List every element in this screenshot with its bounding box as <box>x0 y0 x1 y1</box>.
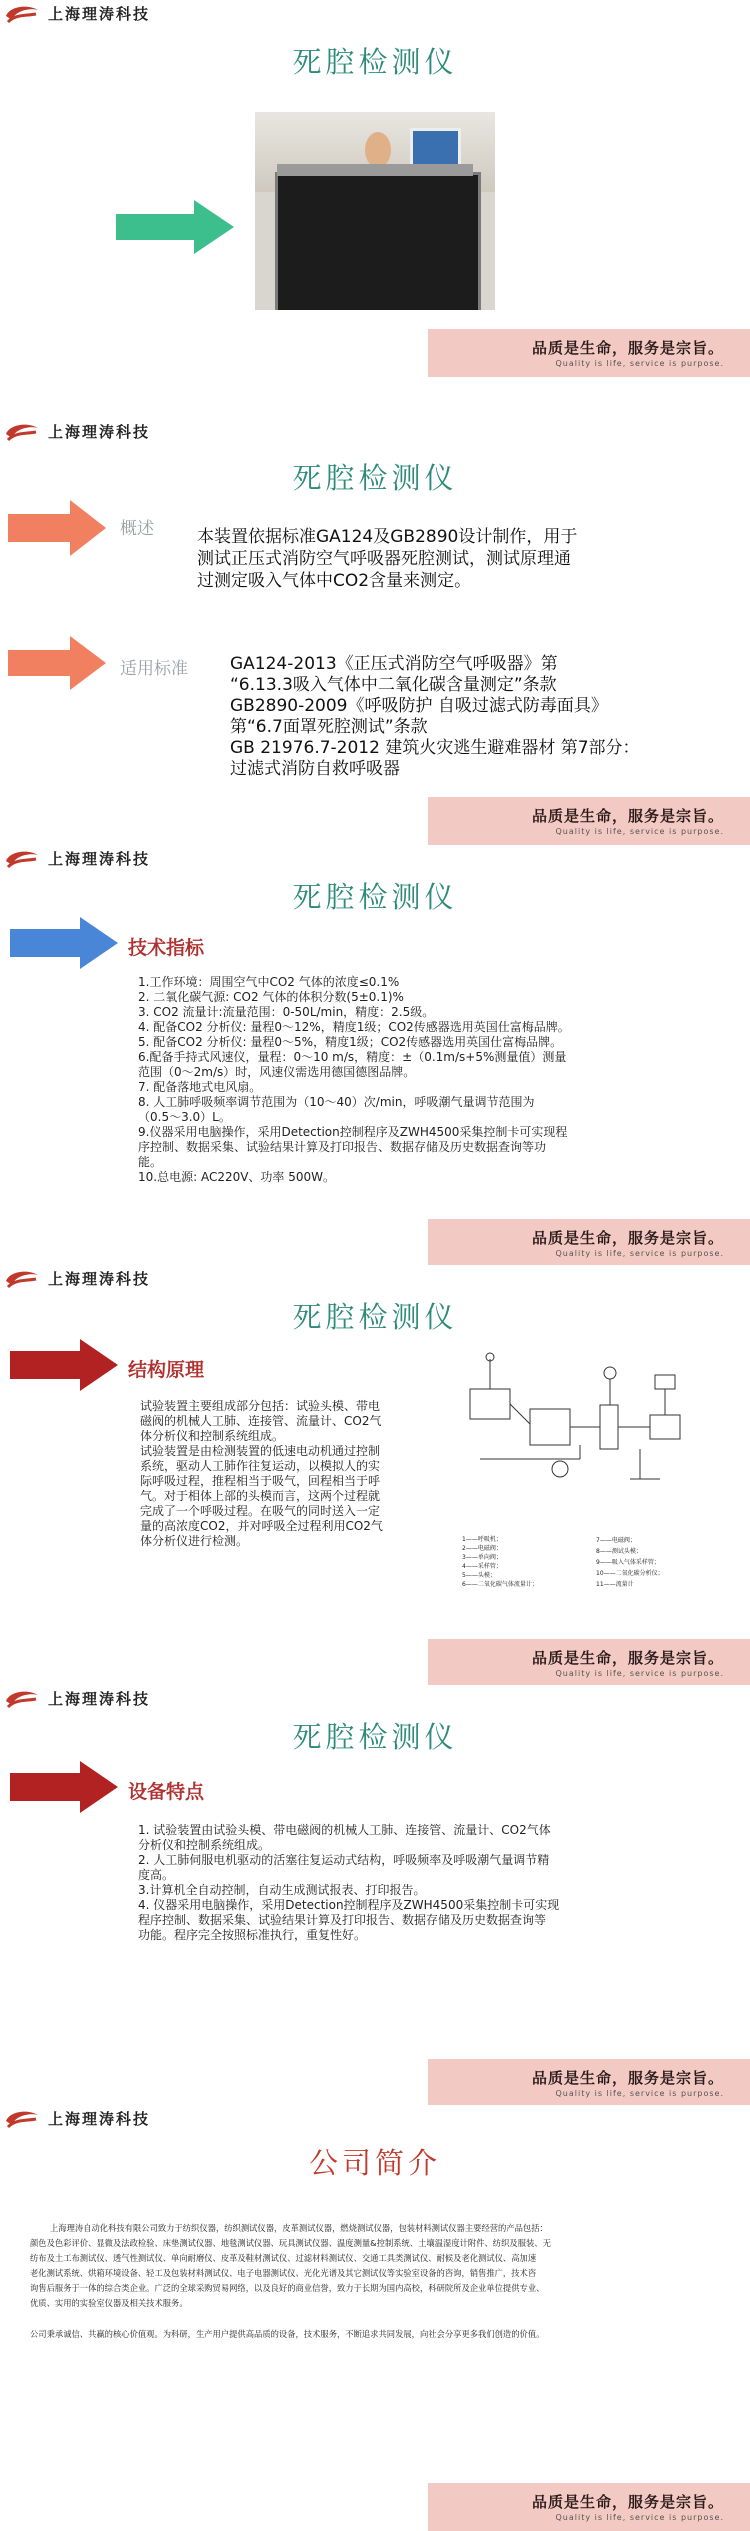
specs-list <box>138 975 658 1185</box>
standards-line: 第“6.7面罩死腔测试”条款 <box>230 717 428 737</box>
intro-line: 颜色及色彩评价、显微及法政检验、床垫测试仪器、地毯测试仪器、玩具测试仪器、温度测量&控制系统、土壤温湿度计附件、纺织及服装、无 <box>30 2238 551 2248</box>
feature-item: 4. 仪器采用电脑操作，采用Detection控制程序及ZWH4500采集控制卡可实现 <box>138 1898 560 1912</box>
logo-text: 上海理涛科技 <box>48 2110 151 2128</box>
legend-item: 2——电磁阀； <box>462 1545 502 1552</box>
slide-4 <box>0 1265 750 1687</box>
standards-line: GA124-2013《正压式消防空气呼吸器》第 <box>230 654 558 674</box>
intro-line: 优质、实用的实验室仪器及相关技术服务。 <box>30 2298 188 2308</box>
brand-logo <box>2 2105 177 2132</box>
structure-line: 磁阀的机械人工肺、连接管、流量计、CO2气 <box>140 1414 382 1428</box>
legend-item: 6——二氧化碳气体流量计； <box>462 1581 538 1588</box>
structure-line: 试验装置主要组成部分包括：试验头模、带电 <box>140 1399 381 1413</box>
structure-line: 完成了一个呼吸过程。在吸气的同时送入一定 <box>140 1504 381 1518</box>
standards-line: “6.13.3吸入气体中二氧化碳含量测定”条款 <box>230 675 557 695</box>
legend-item: 7——电磁阀； <box>596 1537 636 1544</box>
brand-logo <box>2 1265 177 1292</box>
logo-text: 上海理涛科技 <box>48 423 151 441</box>
logo-mark-icon <box>2 847 42 871</box>
logo-mark-icon <box>2 1687 42 1711</box>
footer-slogan-cn: 品质是生命，服务是宗旨。 <box>531 2493 724 2511</box>
structure-line: 量的高浓度CO2，并对呼吸全过程利用CO2气 <box>140 1519 383 1533</box>
footer-slogan-en: Quality is life, service is purpose. <box>555 359 724 368</box>
slide-title: 公司简介 <box>308 2146 441 2180</box>
slide-3 <box>0 845 750 1267</box>
logo-mark-icon <box>2 2 42 26</box>
logo-text: 上海理涛科技 <box>48 5 151 23</box>
footer-slogan-cn: 品质是生命，服务是宗旨。 <box>531 807 724 825</box>
slide-title: 死腔检测仪 <box>292 461 458 495</box>
feature-item: 分析仪和控制系统组成。 <box>138 1838 271 1852</box>
feature-item: 程序控制、数据采集、试验结果计算及打印报告、数据存储及历史数据查询等 <box>138 1913 547 1927</box>
spec-item: 8. 人工肺呼吸频率调节范围为（10～40）次/min，呼吸潮气量调节范围为 <box>138 1095 535 1109</box>
footer-banner <box>428 1639 750 1687</box>
overview-line: 过测定吸入气体中CO2含量来测定。 <box>197 571 472 591</box>
company-values: 公司秉承诚信、共赢的核心价值观。为科研，生产用户提供高品质的设备，技术服务，不断追求共同发展，向社会分享更多我们创造的价值。 <box>30 2329 545 2339</box>
logo-mark-icon <box>2 1267 42 1291</box>
slide-2 <box>0 418 750 845</box>
footer-slogan-en: Quality is life, service is purpose. <box>555 2513 724 2522</box>
spec-item: （0.5～3.0）L。 <box>138 1110 231 1124</box>
overview-line: 测试正压式消防空气呼吸器死腔测试，测试原理通 <box>197 549 571 569</box>
logo-text: 上海理涛科技 <box>48 1690 151 1708</box>
feature-item: 1. 试验装置由试验头模、带电磁阀的机械人工肺、连接管、流量计、CO2气体 <box>138 1823 551 1837</box>
features-list <box>138 1823 678 1943</box>
footer-slogan-en: Quality is life, service is purpose. <box>555 1249 724 1258</box>
spec-item: 7. 配备落地式电风扇。 <box>138 1080 262 1094</box>
standards-text <box>230 654 690 780</box>
footer-slogan-en: Quality is life, service is purpose. <box>555 2089 724 2098</box>
legend-item: 8——测试头模； <box>596 1548 642 1555</box>
intro-line: 上海理涛自动化科技有限公司致力于纺织仪器，纺织测试仪器，皮革测试仪器，燃烧测试仪器，包装材料测试仪器主要经营的产品包括： <box>50 2223 548 2233</box>
standards-line: 过滤式消防自救呼吸器 <box>230 759 400 779</box>
spec-item: 9.仪器采用电脑操作，采用Detection控制程序及ZWH4500采集控制卡可实现程 <box>138 1125 568 1139</box>
feature-item: 度高。 <box>138 1868 175 1882</box>
diagram-legend-right <box>596 1535 696 1590</box>
logo-mark-icon <box>2 2107 42 2131</box>
structure-text <box>140 1399 440 1549</box>
legend-item: 11——流量计 <box>596 1581 634 1588</box>
structure-line: 试验装置是由检测装置的低速电动机通过控制 <box>140 1444 381 1458</box>
brand-logo <box>2 418 177 445</box>
legend-item: 4——采样管； <box>462 1563 502 1570</box>
head-model <box>365 132 391 168</box>
slide-5 <box>0 1685 750 2107</box>
structure-line: 体分析仪和控制系统组成。 <box>140 1429 285 1443</box>
footer-slogan-cn: 品质是生命，服务是宗旨。 <box>531 1649 724 1667</box>
footer-slogan-cn: 品质是生命，服务是宗旨。 <box>531 1229 724 1247</box>
spec-item: 10.总电源: AC220V、功率 500W。 <box>138 1170 336 1184</box>
structure-diagram <box>460 1349 690 1489</box>
legend-item: 1——呼吸机； <box>462 1536 502 1543</box>
standards-line: GB2890-2009《呼吸防护 自吸过滤式防毒面具》 <box>230 696 608 716</box>
spec-item: 5. 配备CO2 分析仪: 量程0～5%，精度1级；CO2传感器选用英国仕富梅品牌。 <box>138 1035 563 1049</box>
features-label: 设备特点 <box>128 1781 205 1803</box>
spec-item: 序控制、数据采集、试验结果计算及打印报告、数据存储及历史数据查询等功 <box>138 1140 547 1154</box>
footer-banner <box>428 797 750 845</box>
standards-line: GB 21976.7-2012 建筑火灾逃生避难器材 第7部分： <box>230 738 640 758</box>
feature-item: 2. 人工肺伺服电机驱动的活塞往复运动式结构，呼吸频率及呼吸潮气量调节精 <box>138 1853 550 1867</box>
slide-title: 死腔检测仪 <box>292 1720 458 1754</box>
structure-line: 系统，驱动人工肺作往复运动，以模拟人的实 <box>140 1459 381 1473</box>
feature-item: 3.计算机全自动控制，自动生成测试报表、打印报告。 <box>138 1883 426 1897</box>
arrow-right-icon <box>116 200 234 254</box>
footer-banner <box>428 329 750 377</box>
arrow-right-icon <box>10 1761 118 1813</box>
device-cabinet <box>275 172 481 310</box>
slide-6 <box>0 2105 750 2531</box>
arrow-right-icon <box>8 500 106 556</box>
legend-item: 3——单向阀； <box>462 1554 502 1561</box>
overview-label: 概述 <box>120 519 154 539</box>
company-intro <box>30 2221 730 2311</box>
brand-logo <box>2 1685 177 1712</box>
footer-slogan-cn: 品质是生命，服务是宗旨。 <box>531 2069 724 2087</box>
intro-line: 询售后服务于一体的综合类企业。广泛的全球采购贸易网络，以及良好的商业信誉，致力于长期为国内高校，科研院所及企业单位提供专业、 <box>30 2283 545 2293</box>
spec-item: 能。 <box>138 1155 163 1169</box>
footer-slogan-cn: 品质是生命，服务是宗旨。 <box>531 339 724 357</box>
structure-line: 际呼吸过程，推程相当于吸气，回程相当于呼 <box>140 1474 381 1488</box>
intro-line: 老化测试系统、烘箱环境设备、轻工及包装材料测试仪、电子电器测试仪、光化光谱及其它测试仪等实验室设备的咨询，销售推广，技术咨 <box>30 2268 537 2278</box>
spec-item: 6.配备手持式风速仪，量程：0～10 m/s，精度：±（0.1m/s+5%测量值）测量 <box>138 1050 567 1064</box>
spec-item: 1.工作环境：周围空气中CO2 气体的浓度≤0.1% <box>138 975 400 989</box>
overview-line: 本装置依据标准GA124及GB2890设计制作，用于 <box>197 527 578 547</box>
intro-line: 纺布及土工布测试仪、透气性测试仪、单向耐磨仪、皮革及鞋材测试仪、过滤材料测试仪、交通工具类测试仪、耐候及老化测试仪、高加速 <box>30 2253 537 2263</box>
spec-item: 2. 二氧化碳气源: CO2 气体的体积分数(5±0.1)% <box>138 990 404 1004</box>
specs-label: 技术指标 <box>128 937 205 959</box>
structure-label: 结构原理 <box>128 1359 205 1381</box>
footer-banner <box>428 2059 750 2107</box>
logo-mark-icon <box>2 420 42 444</box>
spec-item: 范围（0～2m/s）时，风速仪需选用德国德图品牌。 <box>138 1065 416 1079</box>
legend-item: 10——二氧化碳分析仪； <box>596 1570 664 1577</box>
footer-slogan-en: Quality is life, service is purpose. <box>555 1669 724 1678</box>
footer-banner <box>428 2483 750 2531</box>
slide-1 <box>0 0 750 377</box>
structure-line: 气。对于相体上部的头模而言，这两个过程就 <box>140 1489 381 1503</box>
legend-item: 9——吸入气体采样管； <box>596 1559 660 1566</box>
overview-text <box>197 526 667 592</box>
arrow-right-icon <box>10 917 118 969</box>
footer-slogan-en: Quality is life, service is purpose. <box>555 827 724 836</box>
brand-logo <box>2 845 177 872</box>
arrow-right-icon <box>8 636 106 690</box>
structure-line: 体分析仪进行检测。 <box>140 1534 249 1548</box>
logo-text: 上海理涛科技 <box>48 1270 151 1288</box>
spec-item: 4. 配备CO2 分析仪: 量程0～12%，精度1级；CO2传感器选用英国仕富梅品牌。 <box>138 1020 570 1034</box>
arrow-right-icon <box>10 1339 118 1391</box>
logo-text: 上海理涛科技 <box>48 850 151 868</box>
footer-banner <box>428 1219 750 1267</box>
slide-title: 死腔检测仪 <box>292 1300 458 1334</box>
diagram-legend-left <box>462 1535 572 1589</box>
slide-title: 死腔检测仪 <box>292 880 458 914</box>
legend-item: 5——头模； <box>462 1572 496 1579</box>
spec-item: 3. CO2 流量计:流量范围：0-50L/min，精度：2.5级。 <box>138 1005 435 1019</box>
slide-title: 死腔检测仪 <box>292 45 458 79</box>
device-photo <box>255 112 495 310</box>
feature-item: 功能。程序完全按照标准执行，重复性好。 <box>138 1928 367 1942</box>
brand-logo <box>2 0 177 27</box>
standards-label: 适用标准 <box>120 659 188 679</box>
